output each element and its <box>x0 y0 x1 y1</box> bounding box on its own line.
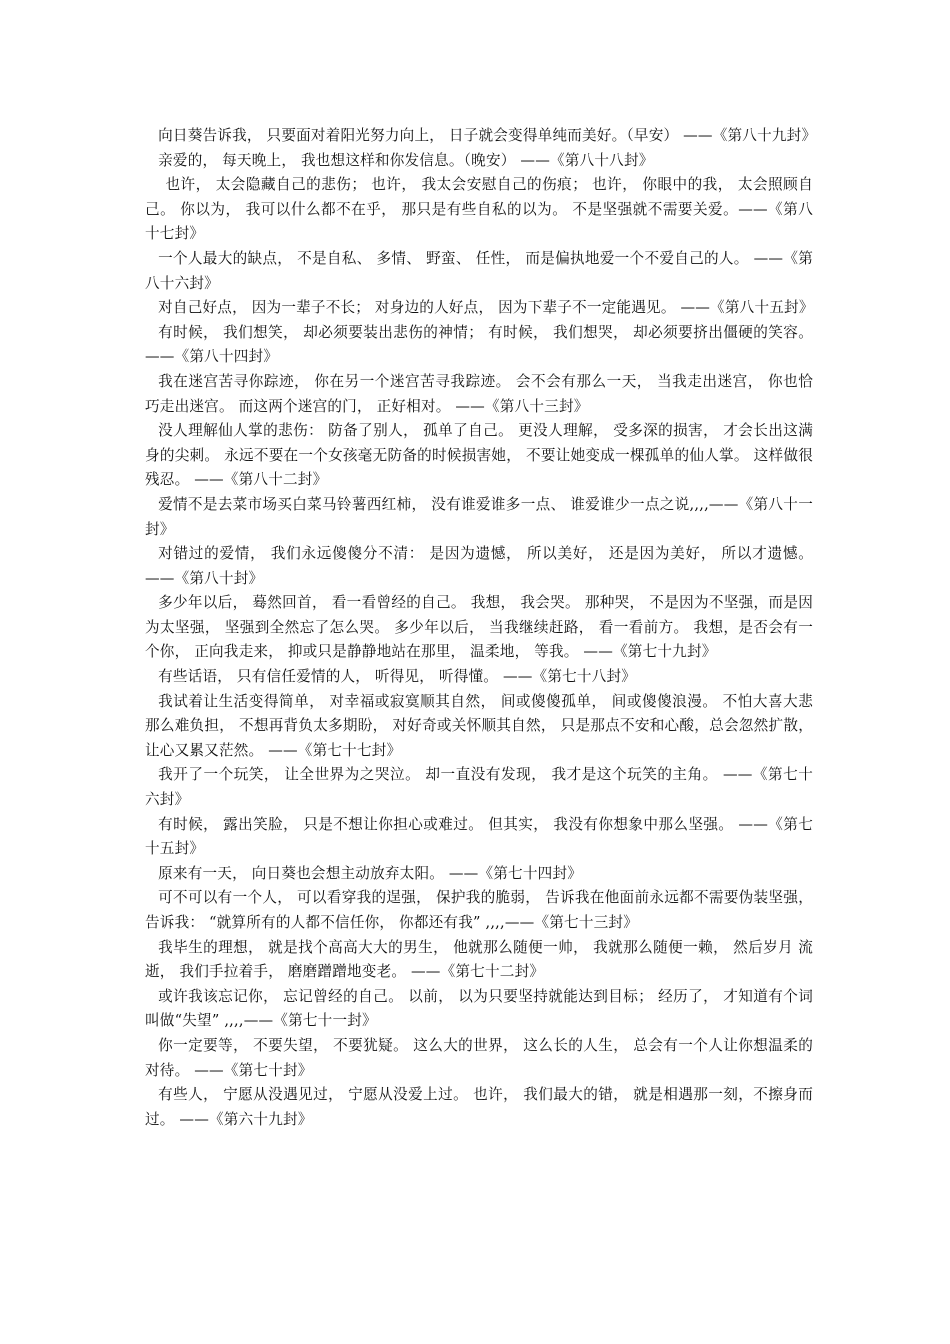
paragraph-88: 亲爱的， 每天晚上， 我也想这样和你发信息。（晚安） ——《第八十八封》 <box>158 151 654 169</box>
paragraph-82: 没人理解仙人掌的悲伤： 防备了别人， 孤单了自己。 更没人理解， 受多深的损害， 才会长出这满身的尖刺。 永远不要在一个女孩毫无防备的时候损害她， 不要让她变成一棵孤单的仙人掌。 这样做很残忍。 ——《第八十二封》 <box>145 422 813 489</box>
paragraph-79: 多少年以后， 蓦然回首， 看一看曾经的自己。 我想， 我会哭。 那种哭， 不是因为不坚强，而是因为太坚强， 坚强到全然忘了怎么哭。 多少年以后， 当我继续赶路， 看一看前方。 我想，是否会有一个你， 正向我走来， 抑或只是静静地站在那里， 温柔地， 等我。 ——《第七十九封》 <box>145 594 813 661</box>
paragraph-81: 爱情不是去菜市场买白菜马铃薯西红柿， 没有谁爱谁多一点、 谁爱谁少一点之说,,,,——《第八十一封》 <box>145 495 813 538</box>
paragraph-85: 对自己好点， 因为一辈子不长； 对身边的人好点， 因为下辈子不一定能遇见。 ——《第八十五封》 <box>158 299 814 317</box>
paragraph-73: 可不可以有一个人， 可以看穿我的逞强， 保护我的脆弱， 告诉我在他面前永远都不需要伪装坚强， 告诉我： “就算所有的人都不信任你， 你都还有我” ,,,,——《第七十三封》 <box>145 889 813 931</box>
document-body <box>145 124 817 1132</box>
paragraph-70: 你一定要等， 不要失望， 不要犹疑。 这么大的世界， 这么长的人生， 总会有一个人让你想温柔的对待。 ——《第七十封》 <box>145 1036 813 1079</box>
paragraph-89: 向日葵告诉我， 只要面对着阳光努力向上， 日子就会变得单纯而美好。（早安） ——《第八十九封》 <box>158 127 817 144</box>
paragraph-84: 有时候， 我们想笑， 却必须要装出悲伤的神情； 有时候， 我们想哭， 却必须要挤出僵硬的笑容。 ——《第八十四封》 <box>145 323 813 366</box>
paragraph-87: 也许， 太会隐藏自己的悲伤； 也许， 我太会安慰自己的伤痕； 也许， 你眼中的我， 太会照顾自己。 你以为， 我可以什么都不在乎， 那只是有些自私的以为。 不是坚强就不需要关爱。——《第八十七封》 <box>145 176 813 243</box>
paragraph-83: 我在迷宫苦寻你踪迹， 你在另一个迷宫苦寻我踪迹。 会不会有那么一天， 当我走出迷宫， 你也恰巧走出迷宫。 而这两个迷宫的门， 正好相对。 ——《第八十三封》 <box>145 372 813 415</box>
paragraph-69: 有些人， 宁愿从没遇见过， 宁愿从没爱上过。 也许， 我们最大的错， 就是相遇那一刻，不擦身而过。 ——《第六十九封》 <box>145 1086 813 1128</box>
paragraph-78: 有些话语， 只有信任爱情的人， 听得见， 听得懂。 ——《第七十八封》 <box>158 668 637 686</box>
paragraph-80: 对错过的爱情， 我们永远傻傻分不清： 是因为遗憾， 所以美好， 还是因为美好， 所以才遗憾。 ——《第八十封》 <box>145 545 813 587</box>
paragraph-71: 或许我该忘记你， 忘记曾经的自己。 以前， 以为只要坚持就能达到目标； 经历了， 才知道有个词叫做“失望” ,,,,——《第七十一封》 <box>145 987 813 1030</box>
paragraph-77: 我试着让生活变得简单， 对幸福或寂寞顺其自然， 间或傻傻孤单， 间或傻傻浪漫。 不怕大喜大悲那么难负担， 不想再背负太多期盼， 对好奇或关怀顺其自然， 只是那点不安和心酸，总会忽然扩散， 让心又累又茫然。 ——《第七十七封》 <box>145 692 813 759</box>
paragraph-74: 原来有一天， 向日葵也会想主动放弃太阳。 ——《第七十四封》 <box>158 864 583 882</box>
paragraph-72: 我毕生的理想， 就是找个高高大大的男生， 他就那么随便一帅， 我就那么随便一赖， 然后岁月 流逝， 我们手拉着手， 磨磨蹭蹭地变老。 ——《第七十二封》 <box>145 938 813 981</box>
paragraph-75: 有时候， 露出笑脸， 只是不想让你担心或难过。 但其实， 我没有你想象中那么坚强。 ——《第七十五封》 <box>145 815 813 858</box>
paragraph-86: 一个人最大的缺点， 不是自私、 多情、 野蛮、 任性， 而是偏执地爱一个不爱自己的人。 ——《第八十六封》 <box>145 249 813 292</box>
paragraph-76: 我开了一个玩笑， 让全世界为之哭泣。 却一直没有发现， 我才是这个玩笑的主角。 ——《第七十六封》 <box>145 766 813 809</box>
